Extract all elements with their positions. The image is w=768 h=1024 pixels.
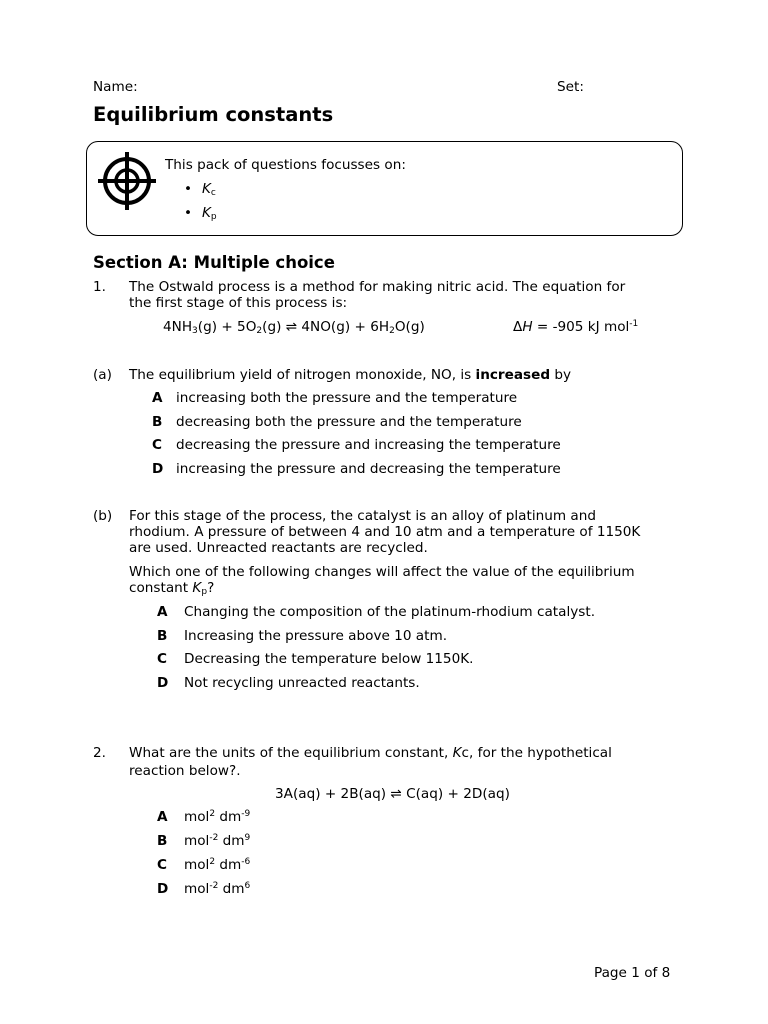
q1a-option-text[interactable]: increasing the pressure and decreasing the temperature bbox=[176, 461, 561, 477]
q1b-option-letter: D bbox=[157, 675, 169, 691]
intro-bullet-kp: • $K_p$ bbox=[202, 205, 217, 222]
q1-stem-line1: The Ostwald process is a method for making nitric acid. The equation for bbox=[129, 279, 626, 295]
q1b-option-text[interactable]: Decreasing the temperature below 1150K. bbox=[184, 651, 474, 667]
q2-stem-line1: What are the units of the equilibrium constant, Kc, for the hypothetical bbox=[129, 745, 612, 761]
q2-equation: 3A(aq) + 2B(aq) ⇌ C(aq) + 2D(aq) bbox=[275, 786, 510, 802]
intro-box bbox=[86, 141, 683, 236]
q2-stem-line2: reaction below?. bbox=[129, 763, 241, 779]
q1a-option-letter: C bbox=[152, 437, 162, 453]
q1-enthalpy: ΔH = -905 kJ mol$^{-1}$ bbox=[513, 319, 639, 335]
intro-text: This pack of questions focusses on: bbox=[165, 157, 406, 173]
q1b-option-text[interactable]: Changing the composition of the platinum-rhodium catalyst. bbox=[184, 604, 596, 620]
q1a-label: (a) bbox=[93, 367, 112, 383]
q1b-question-line2: constant $K_p$? bbox=[129, 580, 215, 597]
q1a-stem: The equilibrium yield of nitrogen monoxide, NO, is increased by bbox=[129, 367, 572, 383]
q1a-option-text[interactable]: decreasing both the pressure and the temperature bbox=[176, 414, 522, 430]
q1a-option-letter: B bbox=[152, 414, 163, 430]
section-a-heading: Section A: Multiple choice bbox=[93, 253, 335, 272]
q1b-stem-line1: For this stage of the process, the catalyst is an alloy of platinum and bbox=[129, 508, 596, 524]
q1b-option-letter: C bbox=[157, 651, 167, 667]
q2-option-letter: A bbox=[157, 809, 168, 825]
q2-option-letter: B bbox=[157, 833, 168, 849]
q1b-option-text[interactable]: Not recycling unreacted reactants. bbox=[184, 675, 420, 691]
target-crosshair-icon bbox=[97, 151, 157, 211]
q1-equation: $4NH_3(g) + 5O_2(g)$ ⇌ $4NO(g) + 6H_2O(g)$ bbox=[163, 319, 425, 336]
q1b-option-letter: B bbox=[157, 628, 168, 644]
q2-number: 2. bbox=[93, 745, 106, 761]
q2-option-text[interactable]: mol$^{-2}$ $dm^6$ bbox=[184, 881, 251, 897]
q1b-option-text[interactable]: Increasing the pressure above 10 atm. bbox=[184, 628, 448, 644]
page-number: Page 1 of 8 bbox=[594, 965, 671, 981]
q1b-question-line1: Which one of the following changes will affect the value of the equilibrium bbox=[129, 564, 635, 580]
q1a-option-letter: A bbox=[152, 390, 163, 406]
q2-option-text[interactable]: mol$^{-2}$ $dm^9$ bbox=[184, 833, 251, 849]
q1b-stem-line3: are used. Unreacted reactants are recycled. bbox=[129, 540, 428, 556]
page-title: Equilibrium constants bbox=[93, 103, 334, 126]
q1a-option-text[interactable]: decreasing the pressure and increasing the temperature bbox=[176, 437, 561, 453]
set-label: Set: bbox=[557, 79, 584, 95]
intro-bullet-kc: • $K_c$ bbox=[202, 181, 216, 198]
q2-option-text[interactable]: mol$^2$ $dm^{-9}$ bbox=[184, 809, 251, 825]
q1-number: 1. bbox=[93, 279, 106, 295]
q1a-option-text[interactable]: increasing both the pressure and the temperature bbox=[176, 390, 518, 406]
q1-stem-line2: the first stage of this process is: bbox=[129, 295, 348, 311]
q2-option-letter: D bbox=[157, 881, 169, 897]
q1b-option-letter: A bbox=[157, 604, 168, 620]
q2-option-letter: C bbox=[157, 857, 167, 873]
q2-option-text[interactable]: mol$^2$ $dm^{-6}$ bbox=[184, 857, 251, 873]
q1a-option-letter: D bbox=[152, 461, 164, 477]
name-label: Name: bbox=[93, 79, 138, 95]
q1b-label: (b) bbox=[93, 508, 113, 524]
q1b-stem-line2: rhodium. A pressure of between 4 and 10 atm and a temperature of 1150K bbox=[129, 524, 641, 540]
